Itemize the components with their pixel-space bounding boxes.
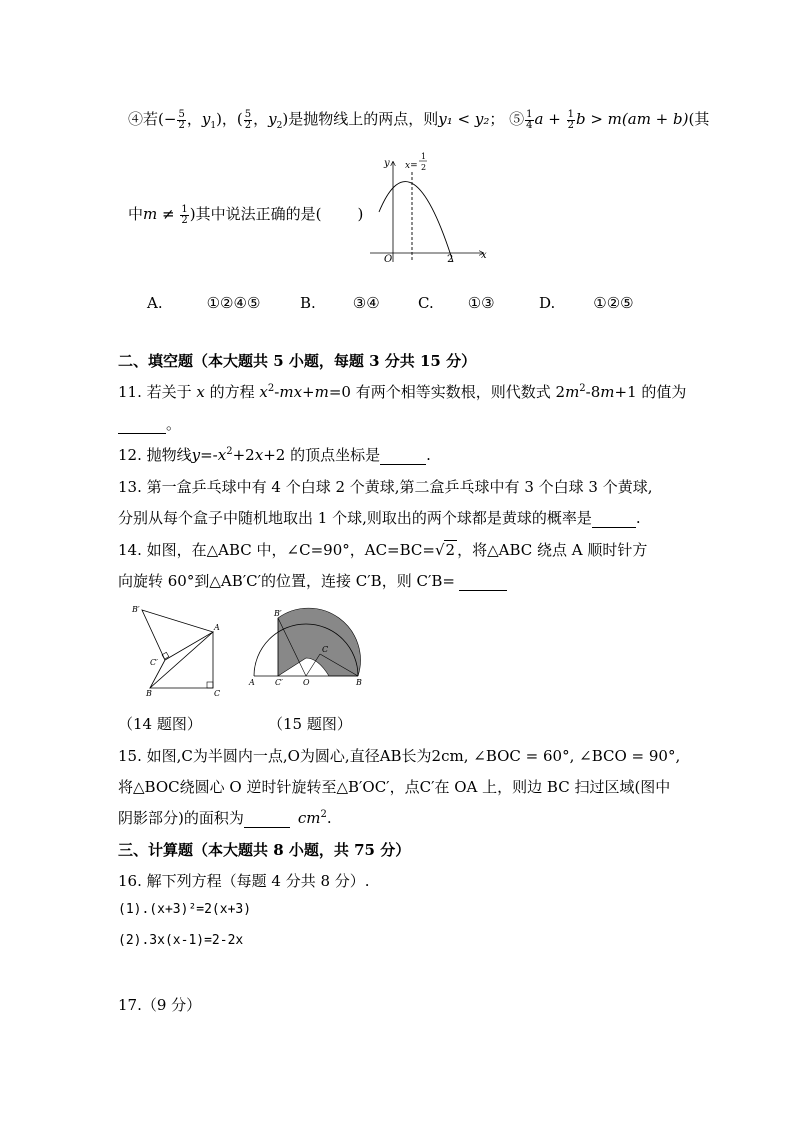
q10-question-line: 中m ≠ $\frac{1}{2}$ )其中说法正确的是( ) bbox=[128, 203, 364, 226]
svg-text:A: A bbox=[249, 678, 255, 687]
q13-line1: 13. 第一盒乒乓球中有 4 个白球 2 个黄球,第二盒乒乓球中有 3 个白球 3 个黄球, bbox=[118, 478, 653, 496]
fig14-diagram bbox=[128, 602, 228, 700]
q11-line2: 。 bbox=[118, 413, 181, 434]
svg-text:A: A bbox=[214, 623, 220, 632]
q12-answer-blank[interactable] bbox=[380, 446, 426, 465]
section-2-title: 二、填空题（本大题共 5 小题，每题 3 分共 15 分） bbox=[118, 352, 477, 370]
q14-line1: 14. 如图，在△ABC 中，∠C=90°，AC=BC=√2 ，将△ABC 绕点 A 顺时针方 bbox=[118, 541, 648, 559]
q15-line2: 将△BOC绕圆心 O 逆时针旋转至△B′OC′，点C′在 OA 上，则边 BC 扫过区域(图中 bbox=[118, 778, 671, 796]
parabola-curve bbox=[379, 182, 453, 262]
shaded-region bbox=[278, 608, 360, 676]
q16-part1: (1).(x+3)²=2(x+3) bbox=[118, 902, 252, 917]
q14-line2: 向旋转 60°到△AB′C′的位置，连接 C′B，则 C′B= bbox=[118, 570, 507, 591]
q10-parabola-graph bbox=[365, 150, 495, 270]
svg-text:C: C bbox=[214, 689, 221, 698]
q17-title: 17.（9 分） bbox=[118, 996, 202, 1014]
q13-answer-blank[interactable] bbox=[592, 509, 636, 528]
circled-5: ⑤ bbox=[509, 110, 525, 128]
section-3-title: 三、计算题（本大题共 8 小题，共 75 分） bbox=[118, 841, 411, 859]
svg-text:B′: B′ bbox=[274, 609, 282, 618]
triangle-ab1c1 bbox=[142, 610, 213, 660]
q15-line3: 阴影部分)的面积为 $cm^2$. bbox=[118, 809, 332, 827]
option-a[interactable]: A. ①②④⑤ bbox=[147, 294, 261, 312]
caption-fig14: （14 题图） bbox=[118, 715, 202, 733]
svg-text:2: 2 bbox=[421, 163, 427, 172]
option-b[interactable]: B. ③④ bbox=[300, 294, 380, 312]
circled-4: ④ bbox=[128, 110, 144, 128]
graph-x-tick: 2 bbox=[447, 254, 454, 265]
graph-x-label: x bbox=[481, 250, 487, 261]
q16-part2: (2).3x(x-1)=2-2x bbox=[118, 933, 244, 948]
option-c[interactable]: C. ①③ bbox=[418, 294, 495, 312]
svg-text:1: 1 bbox=[421, 152, 427, 161]
q12-line: 12. 抛物线$y=-x^2+2x+2$ 的顶点坐标是 . bbox=[118, 446, 431, 464]
svg-text:B: B bbox=[356, 678, 362, 687]
svg-text:C′: C′ bbox=[275, 678, 283, 687]
q10-statement-4-5: ④若(− $\frac{5}{2}$ ，$y_1$)，( $\frac{5}{2}$ ，$y_2$)是抛物线上的两点，则y₁ < y₂； ⑤ $\frac{1}{4}$ a + $\frac{1}{2}$ b > m(am + b)(其 bbox=[128, 108, 710, 131]
svg-text:C′: C′ bbox=[150, 658, 158, 667]
option-d[interactable]: D. ①②⑤ bbox=[539, 294, 634, 312]
q15-answer-blank[interactable] bbox=[244, 809, 290, 828]
triangle-abc bbox=[150, 632, 213, 688]
q13-line2: 分别从每个盒子中随机地取出 1 个球,则取出的两个球都是黄球的概率是 . bbox=[118, 509, 641, 527]
q14-answer-blank[interactable] bbox=[459, 572, 507, 591]
caption-fig15: （15 题图） bbox=[268, 715, 352, 733]
svg-text:B: B bbox=[146, 689, 152, 698]
svg-text:O: O bbox=[303, 678, 310, 687]
fig15-diagram bbox=[248, 606, 368, 688]
q11-line1: 11. 若关于 x 的方程 $x^2-mx+m=0$ 有两个相等实数根，则代数式 $2m^2-8m+1$ 的值为 bbox=[118, 383, 687, 401]
q11-answer-blank[interactable] bbox=[118, 415, 166, 434]
q15-line1: 15. 如图,C为半圆内一点,O为圆心,直径AB长为2cm, ∠BOC = 60°, ∠BCO = 90°, bbox=[118, 747, 681, 765]
graph-axis-eq: x= bbox=[405, 161, 418, 171]
svg-text:B′: B′ bbox=[132, 605, 140, 614]
q16-title: 16. 解下列方程（每题 4 分共 8 分）. bbox=[118, 872, 370, 890]
graph-y-label: y bbox=[384, 158, 390, 169]
svg-text:C: C bbox=[322, 645, 329, 654]
graph-origin-label: O bbox=[384, 254, 393, 265]
